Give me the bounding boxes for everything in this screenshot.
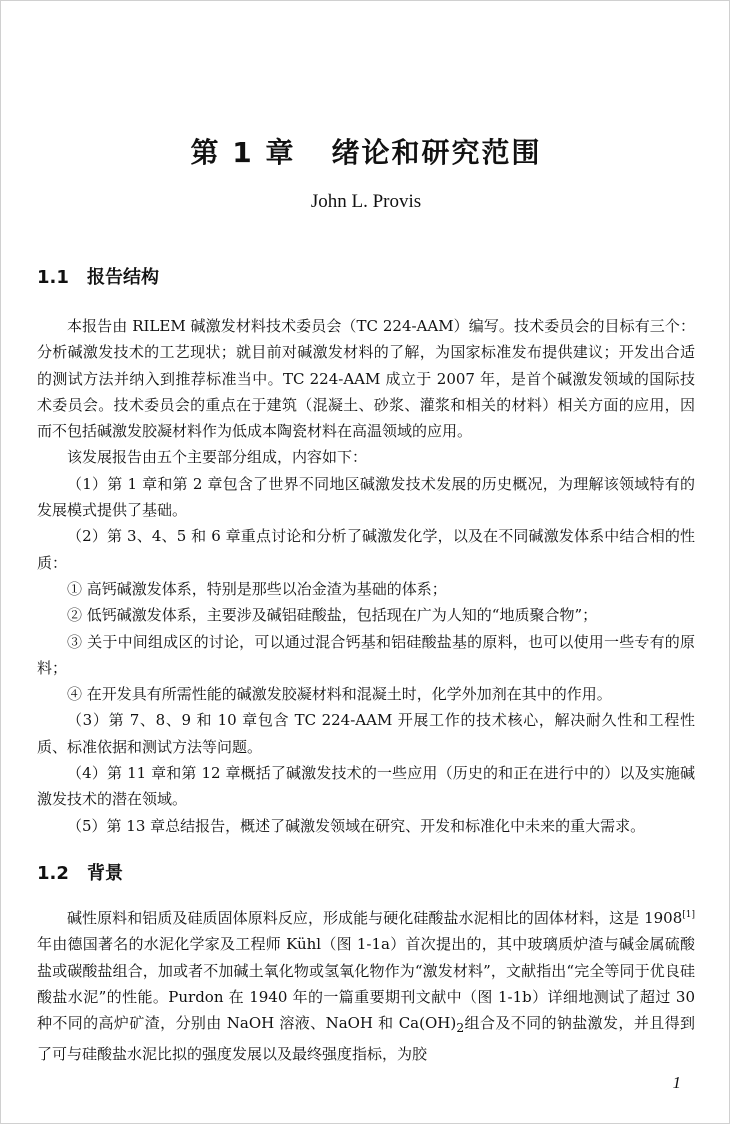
section-heading-1-2 (37, 859, 123, 885)
section-number: 1.1 (37, 267, 69, 288)
chapter-label: 第 1 章 (190, 136, 296, 169)
sub-list-item: ① 高钙碱激发体系，特别是那些以冶金渣为基础的体系； (67, 579, 447, 598)
list-item: （2）第 3、4、5 和 6 章重点讨论和分析了碱激发化学，以及在不同碱激发体系中结合相的性质： (37, 527, 695, 572)
paragraph-text: 年由德国著名的水泥化学家及工程师 Kühl（图 1-1a）首次提出的，其中玻璃质炉渣与碱金属硫酸盐或碳酸盐组合，加或者不加碱土氧化物或氢氧化物作为“激发材料”，文献指出“完全等同于优良硅酸盐水泥”的性能。Purdon 在 1940 年的一篇重要期刊文献中（图 1-1b）详细地测试了超过 30 种不同的高炉矿渣，分别由 NaOH 溶液、NaOH 和 Ca(OH) (37, 935, 695, 1033)
list-item: （3）第 7、8、9 和 10 章包含 TC 224-AAM 开展工作的技术核心，解决耐久性和工程性质、标准依据和测试方法等问题。 (37, 711, 695, 756)
paragraph (37, 905, 695, 1068)
subscript: 2 (456, 1020, 465, 1036)
chapter-title (1, 131, 730, 171)
list-item: （4）第 11 章和第 12 章概括了碱激发技术的一些应用（历史的和正在进行中的）以及实施碱激发技术的潜在领域。 (37, 764, 695, 809)
page-number: 1 (672, 1073, 681, 1092)
sub-list-item: ③ 关于中间组成区的讨论，可以通过混合钙基和铝硅酸盐基的原料，也可以使用一些专有的原料； (37, 632, 695, 677)
section-1-1-body (37, 313, 695, 839)
sub-list-item: ② 低钙碱激发体系，主要涉及碱铝硅酸盐，包括现在广为人知的“地质聚合物”； (67, 606, 598, 625)
section-number: 1.2 (37, 863, 69, 884)
paragraph-text: 组合及不同的钠盐激发，并且得到了可与硅酸盐水泥比拟的强度发展以及最终强度指标，为胶 (37, 1014, 695, 1064)
section-title: 背景 (87, 863, 123, 884)
section-1-2-body (37, 905, 695, 1068)
section-title: 报告结构 (87, 267, 159, 288)
section-heading-1-1 (37, 263, 159, 289)
paragraph: 该发展报告由五个主要部分组成，内容如下： (67, 448, 368, 467)
author-name: John L. Provis (310, 191, 422, 212)
chapter-title-text: 绪论和研究范围 (331, 136, 542, 169)
paragraph: 本报告由 RILEM 碱激发材料技术委员会（TC 224-AAM）编写。技术委员会的目标有三个：分析碱激发技术的工艺现状；就目前对碱激发材料的了解，为国家标准发布提供建议；开发出合适的测试方法并纳入到推荐标准当中。TC 224-AAM 成立于 2007 年，是首个碱激发领域的国际技术委员会。技术委员会的重点在于建筑（混凝土、砂浆、灌浆和相关的材料）相关方面的应用，因而不包括碱激发胶凝材料作为低成本陶瓷材料在高温领域的应用。 (37, 317, 695, 441)
list-item: （5）第 13 章总结报告，概述了碱激发领域在研究、开发和标准化中未来的重大需求。 (67, 816, 646, 835)
list-item: （1）第 1 章和第 2 章包含了世界不同地区碱激发技术发展的历史概况，为理解该领域特有的发展模式提供了基础。 (37, 474, 695, 520)
sub-list-item: ④ 在开发具有所需性能的碱激发胶凝材料和混凝土时，化学外加剂在其中的作用。 (67, 685, 612, 704)
paragraph-text: 碱性原料和铝质及硅质固体原料反应，形成能与硬化硅酸盐水泥相比的固体材料，这是 1908 (67, 909, 683, 927)
citation-ref[interactable]: [1] (682, 910, 695, 920)
